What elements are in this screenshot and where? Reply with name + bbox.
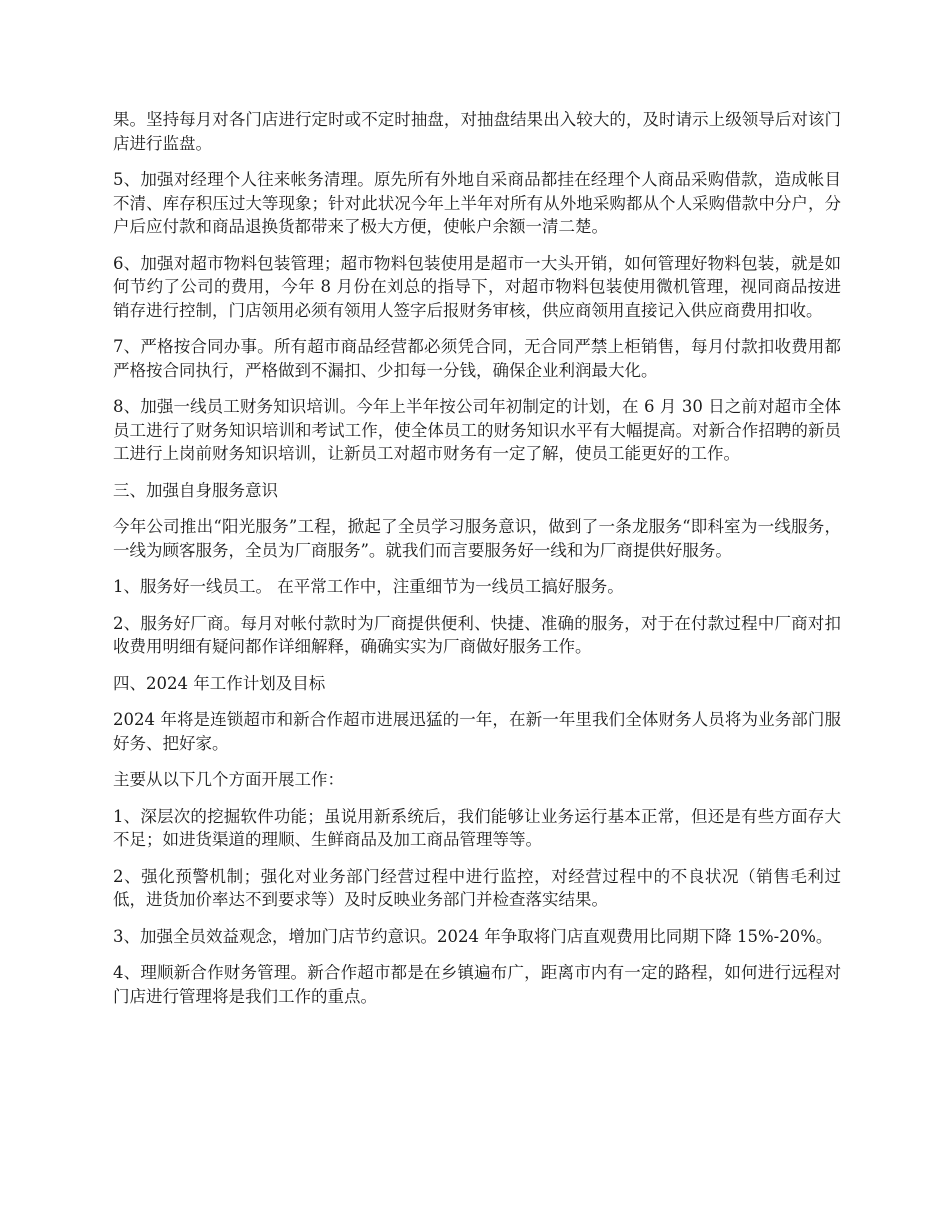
paragraph-item-5-manager-accounts: 5、加强对经理个人往来帐务清理。原先所有外地自采商品都挂在经理个人商品采购借款，造成帐目不清、库存积压过大等现象；针对此状况今年上半年对所有从外地采购都从个人采购借款中分户，分户后应付款和商品退换货都带来了极大方便，使帐户余额一清二楚。	[113, 170, 841, 236]
paragraph-plan-intro: 2024 年将是连锁超市和新合作超市进展迅猛的一年，在新一年里我们全体财务人员将为业务部门服好务、把好家。	[113, 710, 841, 753]
section-heading-service: 三、加强自身服务意识	[113, 480, 278, 500]
paragraph-service-staff: 1、服务好一线员工。 在平常工作中，注重细节为一线员工搞好服务。	[113, 577, 624, 596]
paragraph-service-vendors: 2、服务好厂商。每月对帐付款时为厂商提供便利、快捷、准确的服务，对于在付款过程中厂商对扣收费用明细有疑问都作详细解释，确确实实为厂商做好服务工作。	[113, 613, 841, 656]
paragraph-item-6-packaging: 6、加强对超市物料包装管理；超市物料包装使用是超市一大头开销，如何管理好物料包装，就是如何节约了公司的费用，今年 8 月份在刘总的指导下，对超市物料包装使用微机管理，视同商品按进销存进行控制，门店领用必须有领用人签字后报财务审核，供应商领用直接记入供应商费用扣收。	[113, 253, 841, 320]
paragraph-plan-software: 1、深层次的挖掘软件功能；虽说用新系统后，我们能够让业务运行基本正常，但还是有些方面存大不足；如进货渠道的理顺、生鲜商品及加工商品管理等等。	[113, 806, 841, 849]
paragraph-plan-cooperative: 4、理顺新合作财务管理。新合作超市都是在乡镇遍布广，距离市内有一定的路程，如何进行远程对门店进行管理将是我们工作的重点。	[113, 963, 841, 1006]
paragraph-audit-continuation: 果。坚持每月对各门店进行定时或不定时抽盘，对抽盘结果出入较大的，及时请示上级领导后对该门店进行监盘。	[113, 110, 841, 153]
paragraph-plan-lead: 主要从以下几个方面开展工作：	[113, 770, 344, 789]
paragraph-item-7-contracts: 7、严格按合同办事。所有超市商品经营都必须凭合同，无合同严禁上柜销售，每月付款扣收费用都严格按合同执行，严格做到不漏扣、少扣每一分钱，确保企业利润最大化。	[113, 337, 841, 380]
paragraph-plan-warning: 2、强化预警机制；强化对业务部门经营过程中进行监控，对经营过程中的不良状况（销售毛利过低，进货加价率达不到要求等）及时反映业务部门并检查落实结果。	[113, 866, 841, 909]
document-body	[113, 108, 841, 1021]
section-heading-plan: 四、2024 年工作计划及目标	[113, 673, 326, 693]
paragraph-plan-efficiency: 3、加强全员效益观念，增加门店节约意识。2024 年争取将门店直观费用比同期下降 15%-20%。	[113, 926, 833, 946]
paragraph-item-8-training: 8、加强一线员工财务知识培训。今年上半年按公司年初制定的计划，在 6 月 30 日之前对超市全体员工进行了财务知识培训和考试工作，使全体员工的财务知识水平有大幅提高。对新合作招聘的新员工进行上岗前财务知识培训，让新员工对超市财务有一定了解，使员工能更好的工作。	[113, 397, 841, 463]
paragraph-sunshine-service: 今年公司推出“阳光服务”工程，掀起了全员学习服务意识，做到了一条龙服务“即科室为一线服务，一线为顾客服务，全员为厂商服务”。就我们而言要服务好一线和为厂商提供好服务。	[113, 517, 841, 560]
